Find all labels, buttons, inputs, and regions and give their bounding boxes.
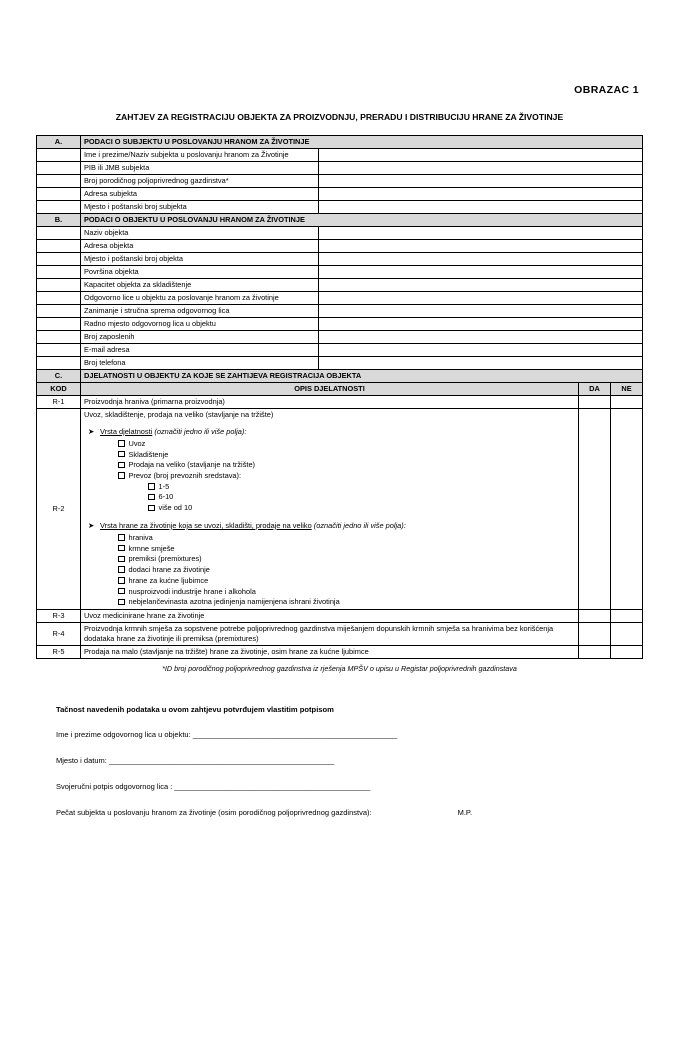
- signature-line-stamp-label: Pečat subjekta u poslovanju hranom za životinje (osim porodičnog poljoprivrednog gazdinstva):: [56, 808, 372, 818]
- field-input-a-4[interactable]: [319, 201, 643, 214]
- section-a-heading: PODACI O SUBJEKTU U POSLOVANJU HRANOM ZA ŽIVOTINJE: [81, 136, 643, 149]
- activity-description: Proizvodnja krmnih smješa za sopstvene potrebe poljoprivrednog gazdinstva miješanjem dopunskih krmnih smješa sa hranivima bez korišćenja dodataka hrane za životinje ili premiksa (premixtures): [81, 623, 579, 646]
- document-page: [0, 84, 679, 1044]
- signature-line-name-label: Ime i prezime odgovornog lica u objektu:: [56, 730, 193, 740]
- field-label: Broj telefona: [81, 356, 319, 369]
- section-a-letter: A.: [37, 136, 81, 149]
- field-label: Radno mjesto odgovornog lica u objektu: [81, 317, 319, 330]
- table-row: [37, 175, 643, 188]
- checkbox-option[interactable]: [84, 439, 575, 450]
- activity-ne-r3[interactable]: [611, 610, 643, 623]
- activity-da-r5[interactable]: [579, 646, 611, 659]
- checkbox-icon[interactable]: [118, 545, 125, 552]
- field-input-b-8[interactable]: [319, 330, 643, 343]
- activity-ne-r2[interactable]: [611, 408, 643, 609]
- signature-line-name: [56, 730, 643, 739]
- checkbox-label: više od 10: [158, 503, 193, 513]
- field-input-b-1[interactable]: [319, 240, 643, 253]
- activity-code: R-2: [37, 408, 81, 609]
- section-c-header: [37, 369, 643, 382]
- checkbox-label: Prevoz (broj prevoznih sredstava):: [128, 471, 242, 481]
- checkbox-label: Skladištenje: [128, 449, 169, 459]
- field-input-b-7[interactable]: [319, 317, 643, 330]
- table-row: [37, 317, 643, 330]
- activity-description: Uvoz medicinirane hrane za životinje: [81, 610, 579, 623]
- subgroup-1-title: Vrsta djelatnosti: [100, 426, 153, 436]
- checkbox-option[interactable]: [84, 503, 575, 514]
- spacer-cell: [37, 304, 81, 317]
- checkbox-icon[interactable]: [118, 556, 125, 563]
- field-label: Mjesto i poštanski broj objekta: [81, 253, 319, 266]
- form-table: [36, 135, 643, 659]
- activity-ne-r5[interactable]: [611, 646, 643, 659]
- activity-da-r2[interactable]: [579, 408, 611, 609]
- checkbox-icon[interactable]: [118, 577, 125, 584]
- field-label: Odgovorno lice u objektu za poslovanje hranom za životinje: [81, 291, 319, 304]
- table-row: [37, 253, 643, 266]
- spacer-cell: [37, 175, 81, 188]
- stamp-placeholder: M.P.: [457, 808, 473, 818]
- checkbox-label: 6-10: [158, 492, 174, 502]
- checkbox-icon[interactable]: [148, 494, 155, 501]
- table-row: [37, 330, 643, 343]
- checkbox-label: Uvoz: [128, 438, 146, 448]
- field-label: Ime i prezime/Naziv subjekta u poslovanju hranom za Životinje: [81, 149, 319, 162]
- field-label: E-mail adresa: [81, 343, 319, 356]
- activity-da-r3[interactable]: [579, 610, 611, 623]
- subgroup-2-options: [84, 533, 575, 608]
- column-header-kod: KOD: [37, 382, 81, 395]
- checkbox-label: krmne smješe: [128, 543, 175, 553]
- checkbox-icon[interactable]: [118, 451, 125, 458]
- spacer-cell: [37, 317, 81, 330]
- field-label: PIB ili JMB subjekta: [81, 162, 319, 175]
- checkbox-option[interactable]: [84, 450, 575, 461]
- section-c-column-headers: [37, 382, 643, 395]
- field-input-b-2[interactable]: [319, 253, 643, 266]
- section-b-letter: B.: [37, 214, 81, 227]
- spacer-cell: [37, 266, 81, 279]
- spacer-cell: [37, 356, 81, 369]
- checkbox-label: dodaci hrane za životinje: [128, 565, 210, 575]
- checkbox-option[interactable]: [84, 533, 575, 544]
- spacer-cell: [37, 330, 81, 343]
- checkbox-option[interactable]: [84, 587, 575, 598]
- field-label: Zanimanje i stručna sprema odgovornog lica: [81, 304, 319, 317]
- field-label: Broj zaposlenih: [81, 330, 319, 343]
- field-label: Kapacitet objekta za skladištenje: [81, 279, 319, 292]
- field-input-b-0[interactable]: [319, 227, 643, 240]
- activity-ne-r4[interactable]: [611, 623, 643, 646]
- signature-line-place-date: [56, 756, 643, 765]
- section-a-header: [37, 136, 643, 149]
- activity-description-block: [81, 408, 579, 609]
- subgroup-2-note: (označiti jedno ili više polja):: [313, 520, 406, 530]
- spacer-cell: [37, 201, 81, 214]
- table-row: [37, 291, 643, 304]
- section-b-header: [37, 214, 643, 227]
- activity-code: R-5: [37, 646, 81, 659]
- table-row: [37, 304, 643, 317]
- column-header-da: DA: [579, 382, 611, 395]
- table-row: [37, 149, 643, 162]
- section-b-heading: PODACI O OBJEKTU U POSLOVANJU HRANOM ZA ŽIVOTINJE: [81, 214, 643, 227]
- spacer-cell: [37, 253, 81, 266]
- activity-row-r1: [37, 395, 643, 408]
- checkbox-label: nebjelančevinasta azotna jedinjenja namijenjena ishrani životinja: [128, 597, 340, 607]
- spacer-cell: [37, 279, 81, 292]
- checkbox-label: 1-5: [158, 481, 170, 491]
- checkbox-option[interactable]: [84, 460, 575, 471]
- checkbox-label: hrane za kućne ljubimce: [128, 575, 209, 585]
- column-header-opis: OPIS DJELATNOSTI: [81, 382, 579, 395]
- signature-line-signature: [56, 782, 643, 791]
- checkbox-option[interactable]: [84, 597, 575, 608]
- field-label: Adresa objekta: [81, 240, 319, 253]
- checkbox-icon[interactable]: [118, 534, 125, 541]
- signature-block: [36, 705, 643, 817]
- activity-row-r5: [37, 646, 643, 659]
- form-code: OBRAZAC 1: [574, 84, 639, 96]
- signature-line-signature-input[interactable]: _______________________________________________: [174, 782, 371, 792]
- checkbox-option[interactable]: [84, 482, 575, 493]
- activity-row-r3: [37, 610, 643, 623]
- field-input-b-4[interactable]: [319, 279, 643, 292]
- checkbox-option[interactable]: [84, 471, 575, 482]
- signature-line-place-date-label: Mjesto i datum:: [56, 756, 109, 766]
- checkbox-option[interactable]: [84, 565, 575, 576]
- signature-line-signature-label: Svojeručni potpis odgovornog lica :: [56, 782, 175, 792]
- field-input-b-5[interactable]: [319, 291, 643, 304]
- activity-description: Uvoz, skladištenje, prodaja na veliko (stavljanje na tržište): [84, 409, 274, 419]
- subgroup-1-note: (označiti jedno ili više polja):: [154, 426, 247, 436]
- footnote: *ID broj porodičnog poljoprivrednog gazdinstva iz rješenja MPŠV o upisu u Registar poljoprivrednih gazdinstava: [162, 664, 517, 674]
- checkbox-icon[interactable]: [118, 588, 125, 595]
- table-row: [37, 162, 643, 175]
- field-label: Adresa subjekta: [81, 188, 319, 201]
- subgroup-1-title-row: [84, 427, 575, 437]
- activity-row-r4: [37, 623, 643, 646]
- activity-code: R-3: [37, 610, 81, 623]
- table-row: [37, 227, 643, 240]
- field-label: Površina objekta: [81, 266, 319, 279]
- field-label: Mjesto i poštanski broj subjekta: [81, 201, 319, 214]
- section-c-heading: DJELATNOSTI U OBJEKTU ZA KOJE SE ZAHTIJEVA REGISTRACIJA OBJEKTA: [81, 369, 643, 382]
- checkbox-icon[interactable]: [118, 472, 125, 479]
- field-input-a-1[interactable]: [319, 162, 643, 175]
- spacer-cell: [37, 162, 81, 175]
- checkbox-icon[interactable]: [118, 440, 125, 447]
- table-row: [37, 188, 643, 201]
- bullet-arrow-icon: ➤: [88, 520, 95, 530]
- spacer-cell: [37, 240, 81, 253]
- checkbox-option[interactable]: [84, 576, 575, 587]
- spacer-cell: [37, 291, 81, 304]
- subgroup-2-title: Vrsta hrane za životinje koja se uvozi, skladišti, prodaje na veliko: [100, 520, 312, 530]
- checkbox-icon[interactable]: [148, 483, 155, 490]
- field-input-a-0[interactable]: [319, 149, 643, 162]
- activity-da-r4[interactable]: [579, 623, 611, 646]
- field-input-b-10[interactable]: [319, 356, 643, 369]
- checkbox-label: hraniva: [128, 532, 153, 542]
- section-c-letter: C.: [37, 369, 81, 382]
- activity-ne-r1[interactable]: [611, 395, 643, 408]
- checkbox-label: premiksi (premixtures): [128, 554, 202, 564]
- checkbox-icon[interactable]: [148, 505, 155, 512]
- activity-code: R-1: [37, 395, 81, 408]
- activity-row-r2: [37, 408, 643, 609]
- spacer-cell: [37, 343, 81, 356]
- signature-line-place-date-input[interactable]: ______________________________________________________: [108, 756, 335, 766]
- subgroup-1-options: [84, 439, 575, 514]
- bullet-arrow-icon: ➤: [88, 426, 95, 436]
- signature-statement: Tačnost navedenih podataka u ovom zahtjevu potvrđujem vlastitim potpisom: [56, 705, 334, 715]
- field-input-a-2[interactable]: [319, 175, 643, 188]
- table-row: [37, 356, 643, 369]
- checkbox-icon[interactable]: [118, 462, 125, 469]
- checkbox-option[interactable]: [84, 492, 575, 503]
- checkbox-label: Prodaja na veliko (stavljanje na tržište): [128, 460, 256, 470]
- table-row: [37, 201, 643, 214]
- field-input-b-6[interactable]: [319, 304, 643, 317]
- field-input-b-9[interactable]: [319, 343, 643, 356]
- activity-da-r1[interactable]: [579, 395, 611, 408]
- checkbox-option[interactable]: [84, 554, 575, 565]
- checkbox-option[interactable]: [84, 544, 575, 555]
- field-input-a-3[interactable]: [319, 188, 643, 201]
- activity-description: Prodaja na malo (stavljanje na tržište) hrane za životinje, osim hrane za kućne ljubimce: [81, 646, 579, 659]
- checkbox-icon[interactable]: [118, 566, 125, 573]
- checkbox-label: nusproizvodi industrije hrane i alkohola: [128, 586, 256, 596]
- document-title: ZAHTJEV ZA REGISTRACIJU OBJEKTA ZA PROIZVODNJU, PRERADU I DISTRIBUCIJU HRANE ZA ŽIVOTINJE: [115, 112, 564, 122]
- spacer-cell: [37, 188, 81, 201]
- field-label: Broj porodičnog poljoprivrednog gazdinstva*: [81, 175, 319, 188]
- spacer-cell: [37, 227, 81, 240]
- field-input-b-3[interactable]: [319, 266, 643, 279]
- field-label: Naziv objekta: [81, 227, 319, 240]
- signature-line-name-input[interactable]: _________________________________________________: [192, 730, 398, 740]
- activity-code: R-4: [37, 623, 81, 646]
- spacer-cell: [37, 149, 81, 162]
- checkbox-icon[interactable]: [118, 599, 125, 606]
- table-row: [37, 266, 643, 279]
- activity-description: Proizvodnja hraniva (primarna proizvodnja): [81, 395, 579, 408]
- table-row: [37, 343, 643, 356]
- subgroup-2-title-row: [84, 521, 575, 531]
- signature-line-stamp: [56, 808, 643, 817]
- column-header-ne: NE: [611, 382, 643, 395]
- table-row: [37, 279, 643, 292]
- table-row: [37, 240, 643, 253]
